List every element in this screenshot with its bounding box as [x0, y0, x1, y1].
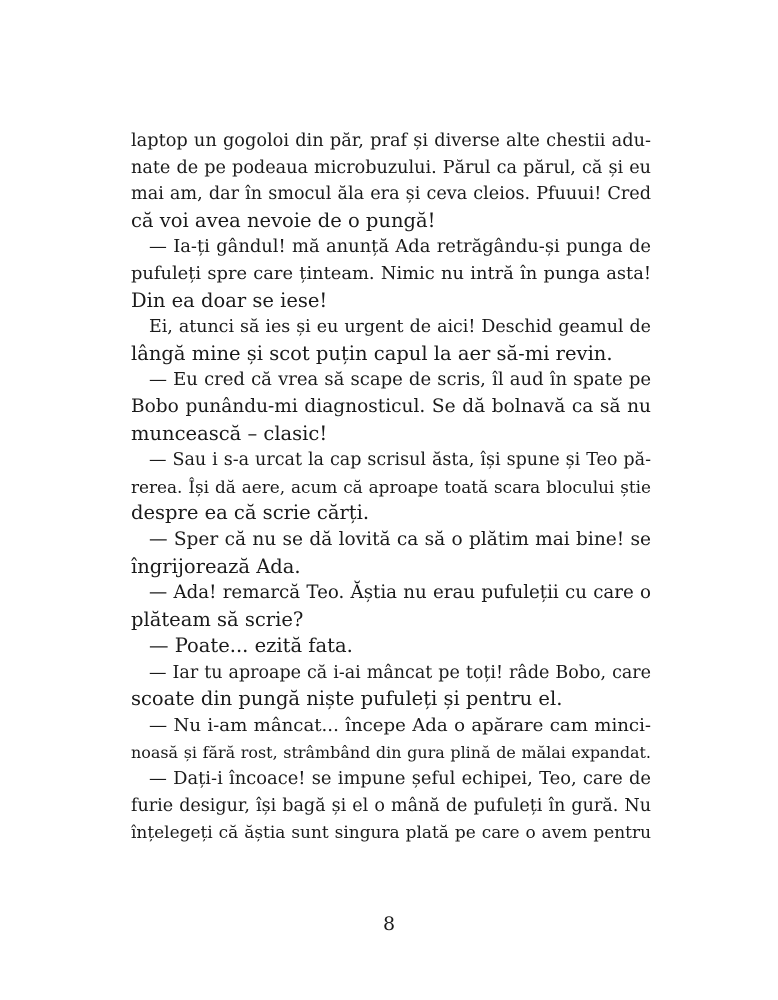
text-line: noasă și fără rost, strâmbând din gura plină de mălai expandat. [131, 742, 651, 762]
text-line: înțelegeți că ăștia sunt singura plată pe care o avem pentru [131, 822, 651, 843]
text-line: — Nu i-am mâncat... începe Ada o apărare cam minci- [149, 715, 651, 737]
text-line: lângă mine și scot puțin capul la aer să-mi revin. [131, 341, 613, 365]
text-line: — Sau i s-a urcat la cap scrisul ăsta, își spune și Teo pă- [149, 450, 651, 471]
text-line: rerea. Își dă aere, acum că aproape toată scara blocului știe [131, 476, 651, 497]
text-line: Din ea doar se iese! [131, 288, 328, 312]
text-line: — Ia-ți gândul! mă anunță Ada retrăgându-și punga de [149, 236, 651, 258]
text-line: muncească – clasic! [131, 421, 328, 445]
text-line: nate de pe podeaua microbuzului. Părul ca părul, că și eu [131, 157, 651, 178]
text-line: — Iar tu aproape că i-ai mâncat pe toți! râde Bobo, care [149, 662, 651, 683]
text-line: furie desigur, își bagă și el o mână de pufuleți în gură. Nu [131, 795, 651, 816]
text-line: scoate din pungă niște pufuleți și pentru el. [131, 687, 563, 711]
text-line: îngrijorează Ada. [131, 554, 301, 578]
body-text [131, 128, 651, 846]
text-line: — Ada! remarcă Teo. Ăștia nu erau pufuleții cu care o [149, 582, 651, 604]
text-line: — Eu cred că vrea să scape de scris, îl aud în spate pe [149, 369, 651, 391]
text-line: — Poate... ezită fata. [149, 634, 353, 658]
text-line: Bobo punându-mi diagnosticul. Se dă bolnavă ca să nu [131, 395, 651, 417]
text-line: pufuleți spre care țintеam. Nimic nu intră în punga asta! [131, 262, 651, 284]
text-line: laptop un gogoloi din păr, praf și diverse alte chestii adu- [131, 131, 651, 151]
text-line: plăteam să scrie? [131, 607, 304, 631]
text-line: mai am, dar în smocul ăla era și ceva cleios. Pfuuui! Cred [131, 184, 651, 205]
text-line: despre ea că scrie cărți. [131, 501, 370, 525]
page-number: 8 [382, 913, 396, 935]
text-line: — Sper că nu se dă lovită ca să o plătim mai bine! se [149, 528, 651, 550]
text-line: — Dați-i încoace! se impune șeful echipei, Teo, care de [149, 768, 651, 790]
text-line: că voi avea nevoie de o pungă! [131, 208, 436, 232]
text-line: Ei, atunci să ies și eu urgent de aici! Deschid geamul de [149, 317, 651, 338]
